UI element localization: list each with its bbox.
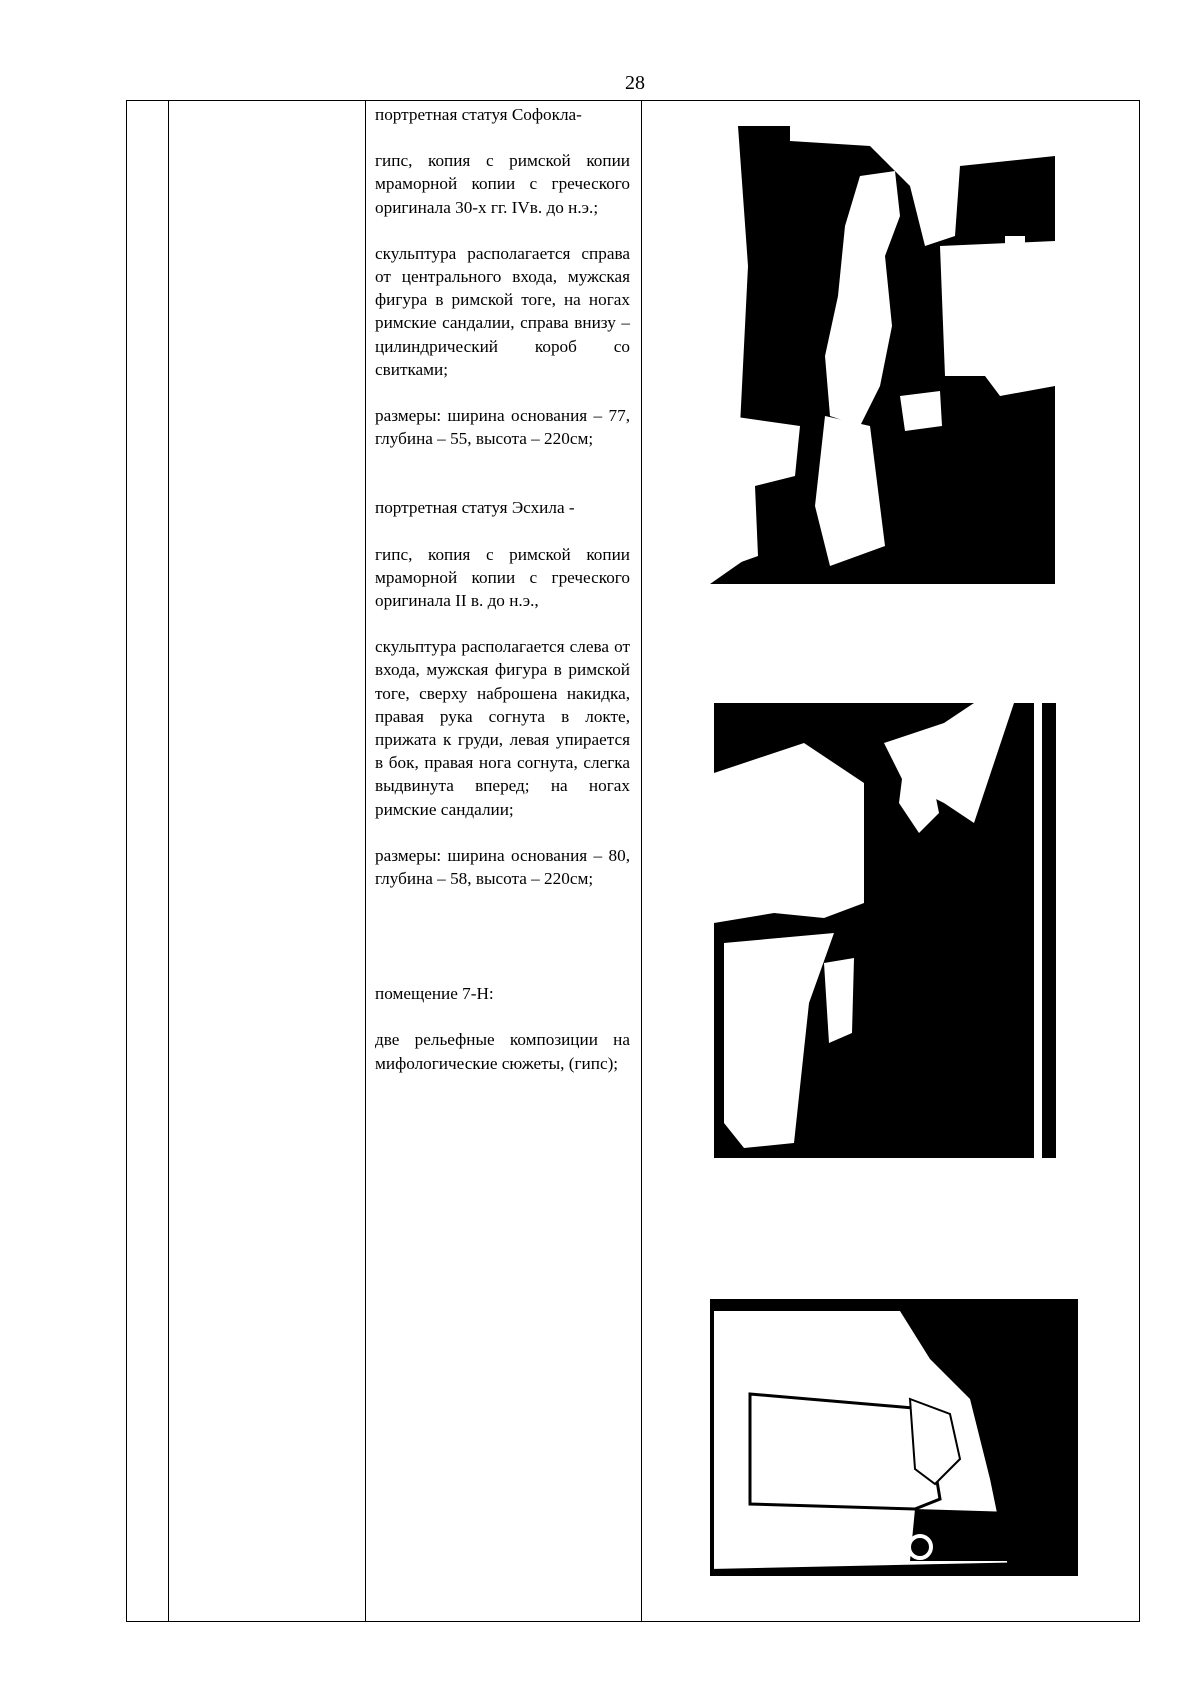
entry-dimensions: размеры: ширина основания – 80, глубина – 58, высота – 220см; [375, 845, 630, 889]
table-bottom-border [126, 1621, 1139, 1622]
description-column [375, 103, 630, 1075]
table-col-border-5 [1139, 100, 1140, 1622]
entry-location: скульптура располагается слева от входа, мужская фигура в римской тоге, сверху наброшена накидка, правая рука согнута в локте, прижата к груди, левая упирается в бок, правая нога согнута, слегка выдвинута вперед; на ногах римские сандалии; [375, 637, 630, 819]
entry-sophocles [375, 103, 630, 450]
table-top-border [126, 100, 1139, 101]
sophocles-statue-photo [710, 126, 1055, 584]
aeschylus-statue-photo [714, 703, 1056, 1158]
table-col-border-1 [126, 100, 127, 1622]
entry-title: помещение 7-Н: [375, 984, 494, 1004]
entry-aeschylus [375, 496, 630, 890]
entry-room-7n [375, 982, 630, 1075]
entry-title: портретная статуя Софокла- [375, 105, 582, 124]
entry-title: портретная статуя Эсхила - [375, 498, 575, 518]
table-col-border-2 [168, 100, 169, 1622]
entry-material: гипс, копия с римской копии мраморной копии с греческого оригинала II в. до н.э., [375, 544, 630, 611]
table-col-border-3 [365, 100, 366, 1622]
page-number: 28 [625, 72, 645, 94]
table-col-border-4 [641, 100, 642, 1622]
entry-description: две рельефные композиции на мифологические сюжеты, (гипс); [375, 1030, 630, 1073]
entry-material: гипс, копия с римской копии мраморной копии с греческого оригинала 30-х гг. IVв. до н.э.; [375, 151, 630, 217]
entry-dimensions: размеры: ширина основания – 77, глубина – 55, высота – 220см; [375, 406, 630, 449]
relief-composition-photo [710, 1299, 1078, 1576]
entry-location: скульптура располагается справа от центрального входа, мужская фигура в римской тоге, на ногах римские сандалии, справа внизу – цилиндрический короб со свитками; [375, 243, 630, 379]
